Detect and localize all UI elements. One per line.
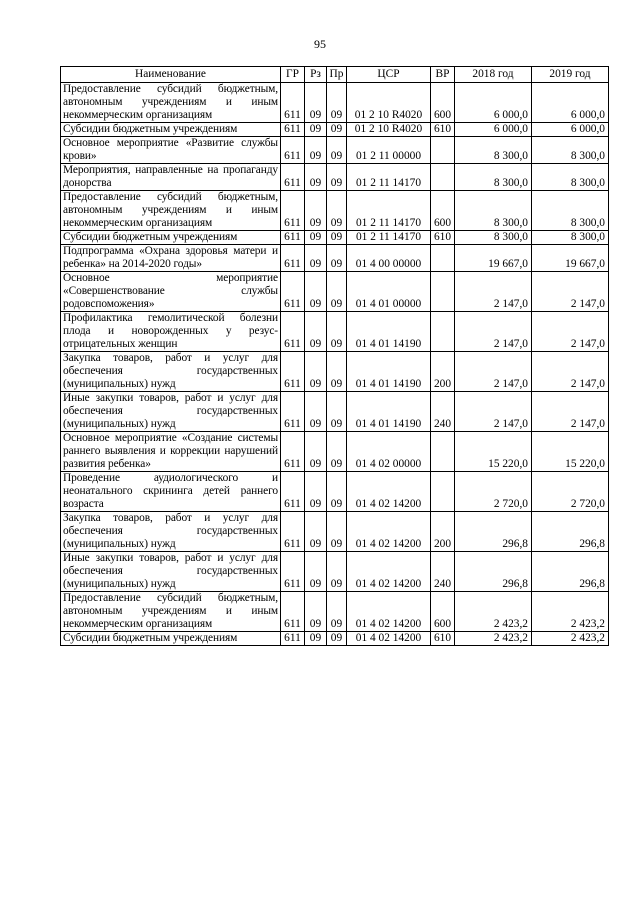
row-name: Основное мероприятие «Совершенствование службы родовспоможения» (61, 272, 281, 312)
row-rz: 09 (305, 123, 327, 137)
row-2019: 6 000,0 (532, 123, 609, 137)
row-name: Основное мероприятие «Развитие службы крови» (61, 137, 281, 164)
row-gr: 611 (281, 83, 305, 123)
row-csr: 01 4 01 14190 (347, 352, 431, 392)
row-2018: 8 300,0 (455, 231, 532, 245)
row-vr: 600 (431, 83, 455, 123)
row-name: Основное мероприятие «Создание системы раннего выявления и коррекции нарушений развития ребенка» (61, 432, 281, 472)
row-rz: 09 (305, 432, 327, 472)
row-gr: 611 (281, 632, 305, 646)
row-2019: 8 300,0 (532, 231, 609, 245)
row-gr: 611 (281, 231, 305, 245)
row-name: Мероприятия, направленные на пропаганду донорства (61, 164, 281, 191)
row-csr: 01 4 02 00000 (347, 432, 431, 472)
row-csr: 01 2 11 14170 (347, 191, 431, 231)
header-name: Наименование (61, 67, 281, 83)
row-pr: 09 (327, 245, 347, 272)
row-vr: 200 (431, 512, 455, 552)
table-row (61, 272, 609, 312)
row-csr: 01 4 02 14200 (347, 632, 431, 646)
row-2019: 8 300,0 (532, 137, 609, 164)
table-row (61, 83, 609, 123)
row-2019: 6 000,0 (532, 83, 609, 123)
table-row (61, 164, 609, 191)
row-rz: 09 (305, 83, 327, 123)
row-2019: 19 667,0 (532, 245, 609, 272)
row-vr (431, 272, 455, 312)
row-2019: 296,8 (532, 512, 609, 552)
row-2018: 6 000,0 (455, 123, 532, 137)
row-csr: 01 4 01 14190 (347, 392, 431, 432)
row-gr: 611 (281, 164, 305, 191)
row-pr: 09 (327, 272, 347, 312)
row-gr: 611 (281, 392, 305, 432)
row-name: Закупка товаров, работ и услуг для обеспечения государственных (муниципальных) нужд (61, 512, 281, 552)
row-gr: 611 (281, 592, 305, 632)
row-name: Иные закупки товаров, работ и услуг для обеспечения государственных (муниципальных) нужд (61, 392, 281, 432)
row-2019: 2 423,2 (532, 592, 609, 632)
table-row (61, 137, 609, 164)
row-gr: 611 (281, 272, 305, 312)
row-vr: 610 (431, 123, 455, 137)
header-vr: ВР (431, 67, 455, 83)
row-vr (431, 472, 455, 512)
table-row (61, 245, 609, 272)
row-gr: 611 (281, 245, 305, 272)
row-vr (431, 312, 455, 352)
row-2019: 2 147,0 (532, 312, 609, 352)
row-name: Субсидии бюджетным учреждениям (61, 123, 281, 137)
row-vr (431, 137, 455, 164)
row-csr: 01 2 10 R4020 (347, 123, 431, 137)
row-gr: 611 (281, 552, 305, 592)
table-body (61, 83, 609, 646)
row-2018: 8 300,0 (455, 191, 532, 231)
table-row (61, 592, 609, 632)
row-rz: 09 (305, 352, 327, 392)
row-gr: 611 (281, 137, 305, 164)
row-pr: 09 (327, 137, 347, 164)
row-2019: 8 300,0 (532, 164, 609, 191)
row-rz: 09 (305, 191, 327, 231)
row-2018: 2 147,0 (455, 352, 532, 392)
row-csr: 01 4 02 14200 (347, 472, 431, 512)
row-2018: 8 300,0 (455, 164, 532, 191)
row-vr: 240 (431, 392, 455, 432)
row-name: Субсидии бюджетным учреждениям (61, 231, 281, 245)
row-2018: 8 300,0 (455, 137, 532, 164)
table-row (61, 432, 609, 472)
row-name: Предоставление субсидий бюджетным, автономным учреждениям и иным некоммерческим организациям (61, 191, 281, 231)
row-pr: 09 (327, 592, 347, 632)
header-pr: Пр (327, 67, 347, 83)
header-csr: ЦСР (347, 67, 431, 83)
row-pr: 09 (327, 312, 347, 352)
table-row (61, 392, 609, 432)
row-csr: 01 2 11 14170 (347, 164, 431, 191)
row-vr (431, 164, 455, 191)
row-2018: 2 423,2 (455, 592, 532, 632)
row-vr (431, 432, 455, 472)
row-gr: 611 (281, 432, 305, 472)
row-gr: 611 (281, 123, 305, 137)
table-row (61, 472, 609, 512)
row-vr: 200 (431, 352, 455, 392)
row-pr: 09 (327, 472, 347, 512)
row-2019: 2 147,0 (532, 392, 609, 432)
row-2018: 2 147,0 (455, 312, 532, 352)
row-2018: 2 720,0 (455, 472, 532, 512)
row-pr: 09 (327, 231, 347, 245)
row-name: Субсидии бюджетным учреждениям (61, 632, 281, 646)
row-vr: 600 (431, 191, 455, 231)
row-2019: 2 720,0 (532, 472, 609, 512)
row-rz: 09 (305, 552, 327, 592)
row-gr: 611 (281, 512, 305, 552)
row-pr: 09 (327, 632, 347, 646)
row-rz: 09 (305, 512, 327, 552)
row-2018: 15 220,0 (455, 432, 532, 472)
row-name: Предоставление субсидий бюджетным, автономным учреждениям и иным некоммерческим организациям (61, 83, 281, 123)
row-pr: 09 (327, 191, 347, 231)
row-2019: 2 147,0 (532, 352, 609, 392)
row-pr: 09 (327, 512, 347, 552)
row-gr: 611 (281, 352, 305, 392)
row-name: Проведение аудиологического и неонатального скрининга детей раннего возраста (61, 472, 281, 512)
budget-table (60, 66, 609, 646)
row-vr: 600 (431, 592, 455, 632)
row-vr (431, 245, 455, 272)
header-2019: 2019 год (532, 67, 609, 83)
row-name: Профилактика гемолитической болезни плода и новорожденных у резус-отрицательных женщин (61, 312, 281, 352)
table-row (61, 552, 609, 592)
row-rz: 09 (305, 272, 327, 312)
row-2019: 2 147,0 (532, 272, 609, 312)
table-row (61, 123, 609, 137)
row-2018: 2 423,2 (455, 632, 532, 646)
row-rz: 09 (305, 632, 327, 646)
row-vr: 240 (431, 552, 455, 592)
header-rz: Рз (305, 67, 327, 83)
row-name: Подпрограмма «Охрана здоровья матери и ребенка» на 2014-2020 годы» (61, 245, 281, 272)
row-csr: 01 4 02 14200 (347, 552, 431, 592)
header-2018: 2018 год (455, 67, 532, 83)
row-csr: 01 2 10 R4020 (347, 83, 431, 123)
header-gr: ГР (281, 67, 305, 83)
table-row (61, 191, 609, 231)
row-pr: 09 (327, 164, 347, 191)
row-2018: 296,8 (455, 552, 532, 592)
row-gr: 611 (281, 191, 305, 231)
row-rz: 09 (305, 231, 327, 245)
table-row (61, 512, 609, 552)
row-vr: 610 (431, 231, 455, 245)
row-name: Закупка товаров, работ и услуг для обеспечения государственных (муниципальных) нужд (61, 352, 281, 392)
row-2018: 6 000,0 (455, 83, 532, 123)
row-2019: 296,8 (532, 552, 609, 592)
row-gr: 611 (281, 312, 305, 352)
row-vr: 610 (431, 632, 455, 646)
row-2019: 15 220,0 (532, 432, 609, 472)
row-2019: 8 300,0 (532, 191, 609, 231)
row-rz: 09 (305, 392, 327, 432)
row-pr: 09 (327, 83, 347, 123)
row-rz: 09 (305, 472, 327, 512)
row-csr: 01 4 00 00000 (347, 245, 431, 272)
row-csr: 01 4 02 14200 (347, 512, 431, 552)
row-pr: 09 (327, 432, 347, 472)
header-row (61, 67, 609, 83)
row-2018: 2 147,0 (455, 392, 532, 432)
row-csr: 01 2 11 00000 (347, 137, 431, 164)
row-pr: 09 (327, 352, 347, 392)
row-rz: 09 (305, 137, 327, 164)
row-2018: 19 667,0 (455, 245, 532, 272)
row-rz: 09 (305, 164, 327, 191)
row-name: Предоставление субсидий бюджетным, автономным учреждениям и иным некоммерческим организациям (61, 592, 281, 632)
row-pr: 09 (327, 392, 347, 432)
row-2018: 2 147,0 (455, 272, 532, 312)
row-csr: 01 4 01 00000 (347, 272, 431, 312)
table-row (61, 352, 609, 392)
table-row (61, 312, 609, 352)
row-pr: 09 (327, 123, 347, 137)
table-row (61, 231, 609, 245)
row-pr: 09 (327, 552, 347, 592)
row-rz: 09 (305, 312, 327, 352)
row-rz: 09 (305, 245, 327, 272)
row-2018: 296,8 (455, 512, 532, 552)
row-csr: 01 4 02 14200 (347, 592, 431, 632)
table-row (61, 632, 609, 646)
page-number: 95 (314, 37, 326, 51)
row-2019: 2 423,2 (532, 632, 609, 646)
row-csr: 01 2 11 14170 (347, 231, 431, 245)
row-name: Иные закупки товаров, работ и услуг для обеспечения государственных (муниципальных) нужд (61, 552, 281, 592)
row-csr: 01 4 01 14190 (347, 312, 431, 352)
row-gr: 611 (281, 472, 305, 512)
row-rz: 09 (305, 592, 327, 632)
